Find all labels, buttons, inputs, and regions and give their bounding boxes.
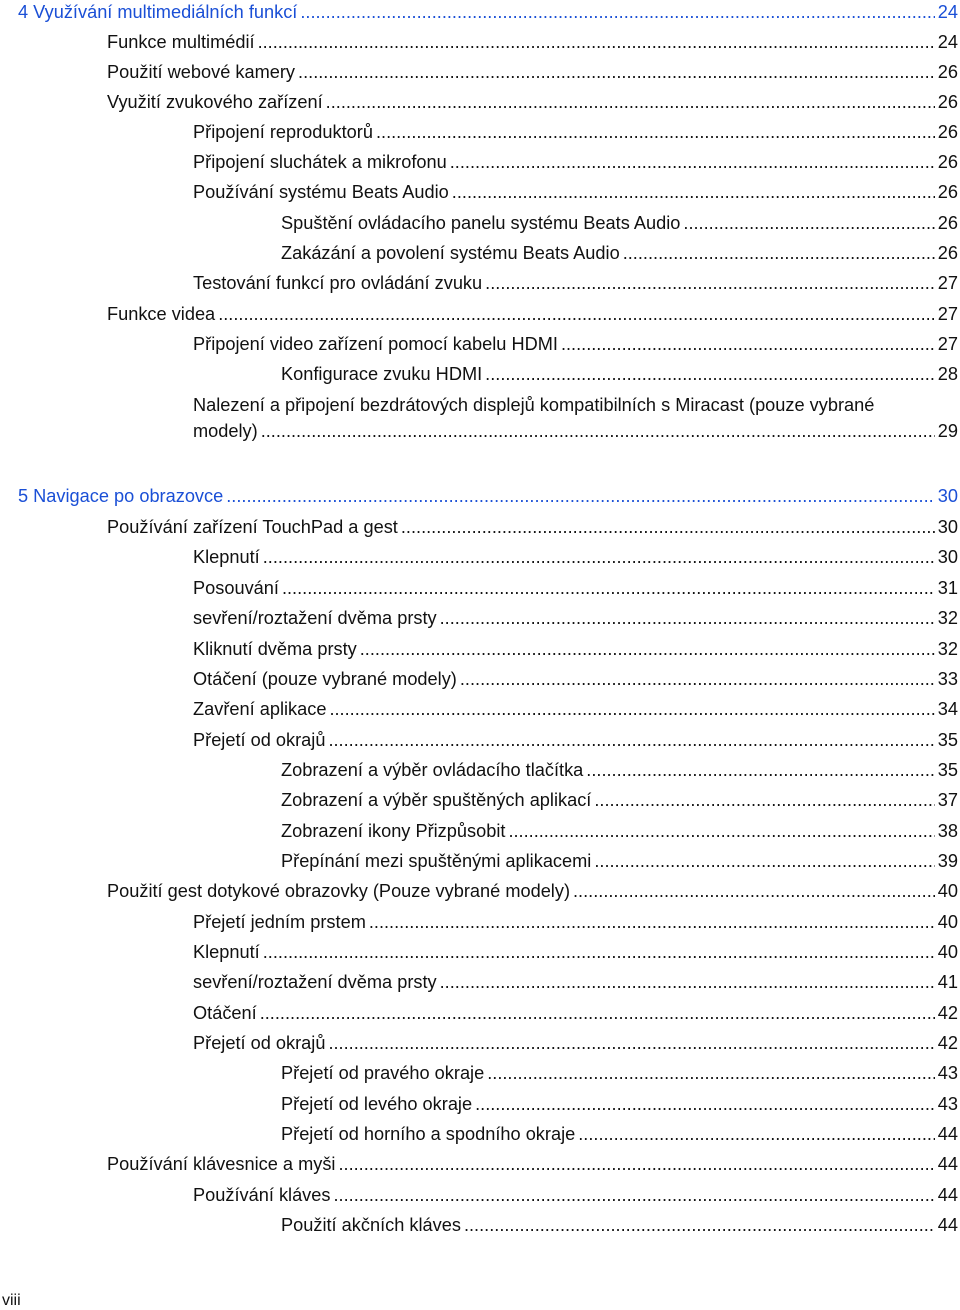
toc-page-number: 32 bbox=[937, 639, 958, 659]
toc-entry-title-line: Nalezení a připojení bezdrátových displejů kompatibilních s Miracast (pouze vybrané bbox=[193, 395, 875, 415]
dot-leader bbox=[464, 1213, 935, 1237]
toc-entry-link[interactable] bbox=[281, 241, 958, 265]
dot-leader bbox=[573, 879, 935, 903]
toc-entry-link[interactable] bbox=[193, 697, 958, 721]
toc-page-number: 26 bbox=[937, 122, 958, 142]
dot-leader bbox=[376, 120, 935, 144]
toc-entry-title: Využití zvukového zařízení bbox=[107, 92, 323, 112]
toc-page-number: 30 bbox=[937, 547, 958, 567]
dot-leader bbox=[338, 1152, 934, 1176]
toc-entry-title: Otáčení (pouze vybrané modely) bbox=[193, 669, 457, 689]
dot-leader bbox=[218, 302, 935, 326]
toc-page-number: 30 bbox=[937, 486, 958, 506]
dot-leader bbox=[450, 150, 935, 174]
toc-entry-link[interactable] bbox=[281, 1061, 958, 1085]
toc-entry-link[interactable] bbox=[281, 1213, 958, 1237]
dot-leader bbox=[334, 1183, 935, 1207]
toc-entry-title: Připojení sluchátek a mikrofonu bbox=[193, 152, 447, 172]
toc-entry-title: Přejetí od okrajů bbox=[193, 1033, 326, 1053]
dot-leader bbox=[298, 60, 935, 84]
dot-leader bbox=[326, 90, 935, 114]
dot-leader bbox=[300, 0, 934, 24]
toc-entry-title: Připojení reproduktorů bbox=[193, 122, 373, 142]
toc-chapter-link[interactable] bbox=[18, 484, 958, 508]
toc-entry-link[interactable] bbox=[107, 60, 958, 84]
toc-page-number: 27 bbox=[937, 334, 958, 354]
toc-page-number: 42 bbox=[937, 1033, 958, 1053]
toc-entry-title: Funkce videa bbox=[107, 304, 216, 324]
dot-leader bbox=[329, 697, 934, 721]
toc-entry-link[interactable] bbox=[281, 849, 958, 873]
toc-entry-link[interactable] bbox=[193, 419, 958, 443]
dot-leader bbox=[226, 484, 935, 508]
dot-leader bbox=[258, 30, 935, 54]
toc-entry-link[interactable] bbox=[193, 940, 958, 964]
toc-entry-link[interactable] bbox=[193, 180, 958, 204]
dot-leader bbox=[623, 241, 935, 265]
dot-leader bbox=[594, 788, 934, 812]
toc-entry-link[interactable] bbox=[193, 271, 958, 295]
toc-entry-title: sevření/roztažení dvěma prsty bbox=[193, 972, 437, 992]
toc-page-number: 40 bbox=[937, 912, 958, 932]
toc-page-number: 27 bbox=[937, 304, 958, 324]
toc-entry-title: Použití webové kamery bbox=[107, 62, 296, 82]
dot-leader bbox=[460, 667, 935, 691]
toc-page-number: 24 bbox=[937, 2, 958, 22]
toc-entry-link[interactable] bbox=[107, 515, 958, 539]
toc-entry-title: 5 Navigace po obrazovce bbox=[18, 486, 224, 506]
toc-entry-title: Přejetí jedním prstem bbox=[193, 912, 366, 932]
dot-leader bbox=[683, 211, 934, 235]
toc-page-number: 35 bbox=[937, 760, 958, 780]
toc-page-number: 44 bbox=[937, 1154, 958, 1174]
toc-entry-link[interactable] bbox=[281, 1122, 958, 1146]
toc-entry-title: Otáčení bbox=[193, 1003, 257, 1023]
dot-leader bbox=[485, 362, 935, 386]
toc-entry-title: Používání zařízení TouchPad a gest bbox=[107, 517, 398, 537]
toc-entry-link[interactable] bbox=[107, 302, 958, 326]
toc-entry-title: Přejetí od levého okraje bbox=[281, 1094, 473, 1114]
toc-page-number: 27 bbox=[937, 273, 958, 293]
toc-entry-title: Funkce multimédií bbox=[107, 32, 255, 52]
dot-leader bbox=[401, 515, 935, 539]
dot-leader bbox=[282, 576, 935, 600]
dot-leader bbox=[360, 637, 935, 661]
toc-page-number: 42 bbox=[937, 1003, 958, 1023]
toc-page-number: 34 bbox=[937, 699, 958, 719]
toc-entry-link[interactable] bbox=[193, 576, 958, 600]
toc-entry-title: Přejetí od pravého okraje bbox=[281, 1063, 485, 1083]
toc-entry-link[interactable] bbox=[281, 819, 958, 843]
toc-entry-link[interactable] bbox=[193, 910, 958, 934]
toc-entry-link[interactable] bbox=[193, 637, 958, 661]
dot-leader bbox=[263, 940, 935, 964]
toc-entry-title: Zavření aplikace bbox=[193, 699, 327, 719]
toc-entry-title: sevření/roztažení dvěma prsty bbox=[193, 608, 437, 628]
toc-page-number: 39 bbox=[937, 851, 958, 871]
dot-leader bbox=[369, 910, 935, 934]
toc-entry-title: 4 Využívání multimediálních funkcí bbox=[18, 2, 298, 22]
dot-leader bbox=[487, 1061, 935, 1085]
toc-entry-link[interactable] bbox=[193, 120, 958, 144]
toc-entry-link[interactable] bbox=[281, 211, 958, 235]
toc-entry-title: Kliknutí dvěma prsty bbox=[193, 639, 357, 659]
toc-entry-title: Použití akčních kláves bbox=[281, 1215, 461, 1235]
toc-entry-title: Používání klávesnice a myši bbox=[107, 1154, 336, 1174]
toc-entry-title: Přepínání mezi spuštěnými aplikacemi bbox=[281, 851, 592, 871]
toc-entry-title: modely) bbox=[193, 421, 258, 441]
dot-leader bbox=[263, 545, 935, 569]
toc-page-number: 37 bbox=[937, 790, 958, 810]
toc-page-number: 40 bbox=[937, 942, 958, 962]
toc-entry-link[interactable] bbox=[281, 362, 958, 386]
toc-entry-link[interactable] bbox=[193, 150, 958, 174]
toc-entry-link[interactable] bbox=[193, 728, 958, 752]
toc-entry-link[interactable] bbox=[193, 332, 958, 356]
dot-leader bbox=[578, 1122, 935, 1146]
dot-leader bbox=[328, 728, 934, 752]
toc-entry-title: Připojení video zařízení pomocí kabelu HDMI bbox=[193, 334, 558, 354]
toc-entry-link[interactable] bbox=[281, 788, 958, 812]
toc-page-number: 44 bbox=[937, 1124, 958, 1144]
toc-page-number: 43 bbox=[937, 1094, 958, 1114]
toc-entry-link[interactable] bbox=[193, 606, 958, 630]
toc-page-number: 30 bbox=[937, 517, 958, 537]
toc-page-number: 31 bbox=[937, 578, 958, 598]
toc-entry-title: Přejetí od okrajů bbox=[193, 730, 326, 750]
toc-page-number: 29 bbox=[937, 421, 958, 441]
toc-entry-title: Spuštění ovládacího panelu systému Beats Audio bbox=[281, 213, 681, 233]
toc-page-number: 26 bbox=[937, 62, 958, 82]
toc-page-number: 43 bbox=[937, 1063, 958, 1083]
toc-page-number: 26 bbox=[937, 92, 958, 112]
toc-entry-title: Zobrazení ikony Přizpůsobit bbox=[281, 821, 506, 841]
toc-page-number: 33 bbox=[937, 669, 958, 689]
toc-page-number: 32 bbox=[937, 608, 958, 628]
toc-entry-link[interactable] bbox=[193, 1183, 958, 1207]
toc-entry-title: Konfigurace zvuku HDMI bbox=[281, 364, 483, 384]
toc-entry-title: Posouvání bbox=[193, 578, 279, 598]
toc-entry-title: Používání systému Beats Audio bbox=[193, 182, 449, 202]
toc-page-number: 26 bbox=[937, 243, 958, 263]
toc-entry-link[interactable] bbox=[193, 970, 958, 994]
toc-page-number: 44 bbox=[937, 1215, 958, 1235]
toc-page-number: 38 bbox=[937, 821, 958, 841]
toc-entry-link[interactable] bbox=[107, 30, 958, 54]
dot-leader bbox=[260, 1001, 935, 1025]
toc-entry-title: Použití gest dotykové obrazovky (Pouze vybrané modely) bbox=[107, 881, 570, 901]
toc-page-number: 26 bbox=[937, 213, 958, 233]
toc-entry-title: Testování funkcí pro ovládání zvuku bbox=[193, 273, 483, 293]
dot-leader bbox=[508, 819, 934, 843]
toc-page-number: 26 bbox=[937, 182, 958, 202]
toc-chapter-link[interactable] bbox=[18, 0, 958, 24]
dot-leader bbox=[440, 970, 935, 994]
toc-entry-link[interactable] bbox=[193, 545, 958, 569]
toc-entry-title: Přejetí od horního a spodního okraje bbox=[281, 1124, 576, 1144]
toc-entry-title: Klepnutí bbox=[193, 942, 260, 962]
dot-leader bbox=[440, 606, 935, 630]
toc-entry-link[interactable] bbox=[107, 879, 958, 903]
toc-entry-link[interactable] bbox=[281, 1092, 958, 1116]
toc-page-number: 44 bbox=[937, 1185, 958, 1205]
page-number: viii bbox=[2, 1292, 21, 1309]
toc-entry-title: Používání kláves bbox=[193, 1185, 331, 1205]
dot-leader bbox=[594, 849, 934, 873]
dot-leader bbox=[261, 419, 935, 443]
dot-leader bbox=[328, 1031, 934, 1055]
toc-entry-link[interactable] bbox=[193, 1031, 958, 1055]
toc-page-number: 40 bbox=[937, 881, 958, 901]
dot-leader bbox=[475, 1092, 935, 1116]
toc-entry-title: Zobrazení a výběr ovládacího tlačítka bbox=[281, 760, 584, 780]
toc-entry-link[interactable] bbox=[193, 667, 958, 691]
toc-page-number: 24 bbox=[937, 32, 958, 52]
toc-entry-title: Zobrazení a výběr spuštěných aplikací bbox=[281, 790, 592, 810]
dot-leader bbox=[452, 180, 935, 204]
dot-leader bbox=[586, 758, 934, 782]
toc-entry-title: Klepnutí bbox=[193, 547, 260, 567]
dot-leader bbox=[561, 332, 935, 356]
toc-entry-title: Zakázání a povolení systému Beats Audio bbox=[281, 243, 620, 263]
toc-page-number: 28 bbox=[937, 364, 958, 384]
dot-leader bbox=[485, 271, 935, 295]
toc-entry-link[interactable] bbox=[193, 1001, 958, 1025]
toc-page-number: 35 bbox=[937, 730, 958, 750]
toc-entry-link[interactable] bbox=[107, 1152, 958, 1176]
toc-page-number: 26 bbox=[937, 152, 958, 172]
toc-page-number: 41 bbox=[937, 972, 958, 992]
toc-entry-link[interactable] bbox=[107, 90, 958, 114]
toc-entry-link[interactable] bbox=[281, 758, 958, 782]
